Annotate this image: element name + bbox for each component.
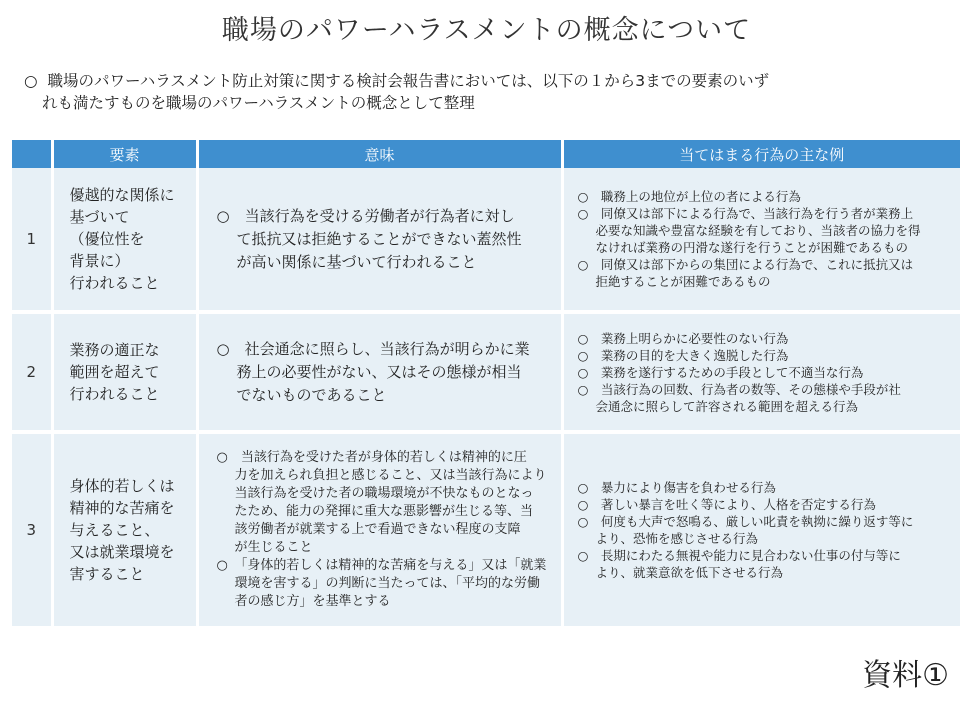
row-number: 3 (12, 432, 52, 628)
concept-table (12, 140, 960, 630)
row-number: 1 (12, 168, 52, 312)
meaning-cell: ○ 社会通念に照らし、当該行為が明らかに業 務上の必要性がない、又はその態様が相当 でないものであること (197, 312, 562, 432)
table-row (12, 432, 960, 628)
table-row (12, 312, 960, 432)
intro-line-1: ○ 職場のパワーハラスメント防止対策に関する検討会報告書においては、以下の１から3までの要素のいず (24, 72, 770, 90)
examples-cell: ○ 職務上の地位が上位の者による行為 ○ 同僚又は部下による行為で、当該行為を行う者が業務上 必要な知識や豊富な経験を有しており、当該者の協力を得 なければ業務の円滑な遂行を行うことが困難であるもの ○ 同僚又は部下からの集団による行為で、これに抵抗又は 拒絶することが困難であるもの (562, 168, 960, 312)
element-cell: 身体的若しくは 精神的な苦痛を 与えること、 又は就業環境を 害すること (52, 432, 197, 628)
meaning-cell: ○ 当該行為を受ける労働者が行為者に対し て抵抗又は拒絶することができない蓋然性 が高い関係に基づいて行われること (197, 168, 562, 312)
meaning-cell: ○ 当該行為を受けた者が身体的若しくは精神的に圧 力を加えられ負担と感じること、又は当該行為により 当該行為を受けた者の職場環境が不快なものとなっ たため、能力の発揮に重大な悪影響が生じる等、当 該労働者が就業する上で看過できない程度の支障 が生じること ○ 「身体的若しくは精神的な苦痛を与える」又は「就業 環境を害する」の判断に当たっては、「平均的な労働 者の感じ方」を基準とする (197, 432, 562, 628)
table-row (12, 168, 960, 312)
examples-cell: ○ 業務上明らかに必要性のない行為 ○ 業務の目的を大きく逸脱した行為 ○ 業務を遂行するための手段として不適当な行為 ○ 当該行為の回数、行為者の数等、その態様や手段が社 会通念に照らして許容される範囲を超える行為 (562, 312, 960, 432)
element-cell: 優越的な関係に 基づいて （優位性を 背景に） 行われること (52, 168, 197, 312)
header-blank (12, 140, 52, 168)
intro-line-2: れも満たすものを職場のパワーハラスメントの概念として整理 (42, 94, 475, 112)
header-meaning: 意味 (197, 140, 562, 168)
table-header-row (12, 140, 960, 168)
page-title: 職場のパワーハラスメントの概念について (221, 15, 752, 46)
examples-cell: ○ 暴力により傷害を負わせる行為 ○ 著しい暴言を吐く等により、人格を否定する行為 ○ 何度も大声で怒鳴る、厳しい叱責を執拗に繰り返す等に より、恐怖を感じさせる行為 ○ 長期にわたる無視や能力に見合わない仕事の付与等に より、就業意欲を低下させる行為 (562, 432, 960, 628)
intro-text (24, 70, 944, 114)
header-examples: 当てはまる行為の主な例 (562, 140, 960, 168)
header-element: 要素 (52, 140, 197, 168)
document-label: 資料① (862, 658, 949, 693)
bullet-icon: ○ (24, 72, 38, 90)
element-cell: 業務の適正な 範囲を超えて 行われること (52, 312, 197, 432)
row-number: 2 (12, 312, 52, 432)
